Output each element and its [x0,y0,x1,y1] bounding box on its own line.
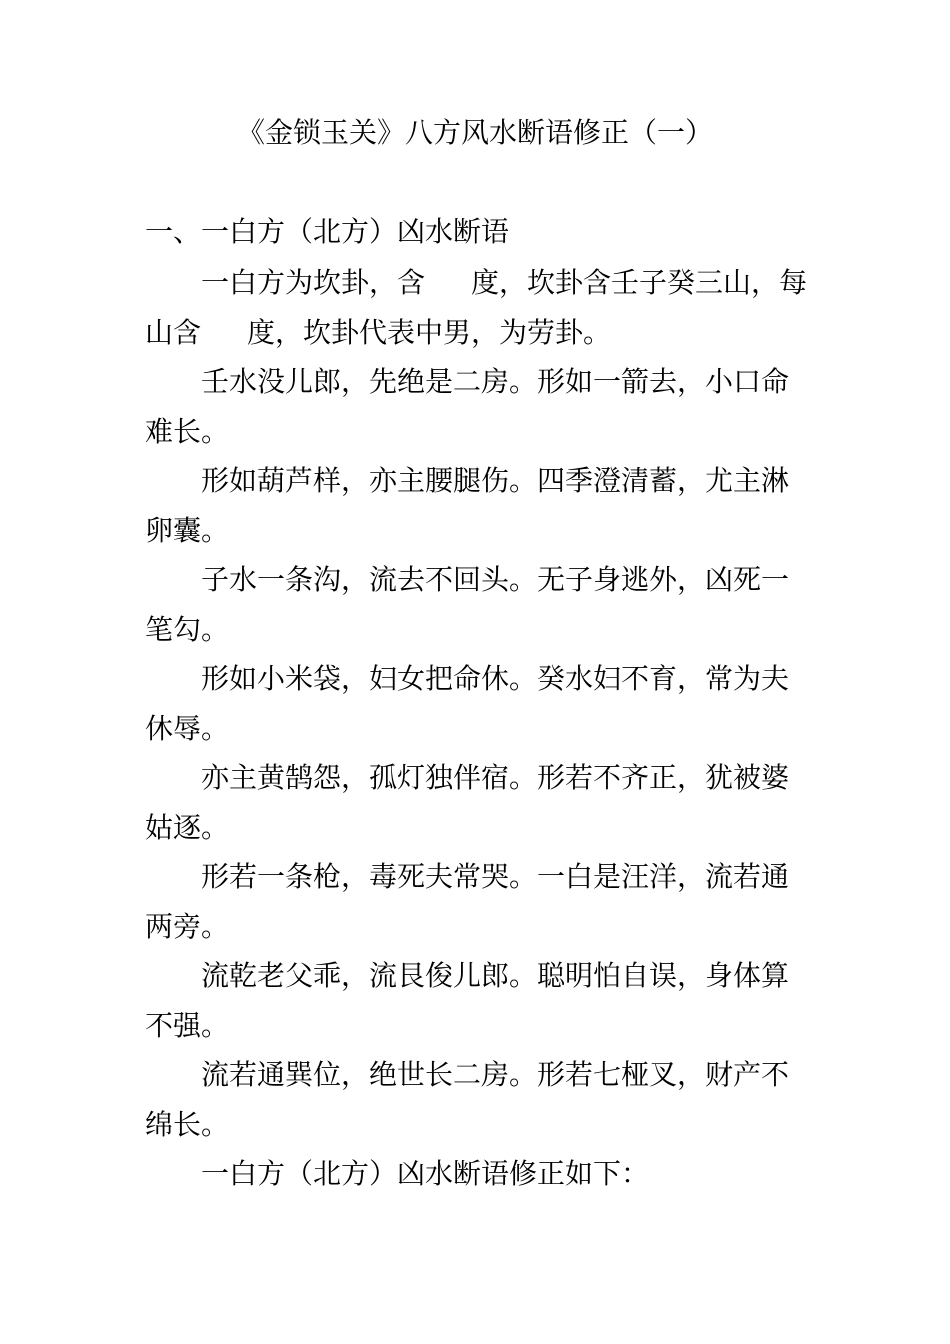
intro-text-2b: 度，坎卦代表中男，为劳卦。 [247,315,612,349]
verse-paragraph [145,1050,809,1149]
verse-paragraph [145,753,809,852]
intro-line-1 [145,258,809,308]
verse-line: 绵长。 [145,1107,230,1141]
intro-text-2a: 山含 [145,315,202,349]
intro-line-2 [145,308,809,358]
section-heading: 一、一白方（北方）凶水断语 [145,215,510,248]
verse-line: 不强。 [145,1008,230,1042]
intro-paragraph [145,258,809,357]
verse-line: 壬水没儿郎，先绝是二房。形如一箭去，小口命 [201,365,790,398]
verse-paragraph [145,852,809,951]
verse-line: 形若一条枪，毒死夫常哭。一白是汪洋，流若通 [201,860,790,893]
verse-paragraph [145,357,809,456]
verse-line: 笔勾。 [145,612,230,646]
verse-paragraph [145,654,809,753]
verse-line: 亦主黄鹄怨，孤灯独伴宿。形若不齐正，犹被婆 [201,761,790,794]
intro-text-1a: 一白方为坎卦，含 [201,266,426,299]
verse-line: 流若通巽位，绝世长二房。形若七桠叉，财产不 [201,1058,790,1091]
verse-paragraph [145,555,809,654]
document-title: 《金锁玉关》八方风水断语修正（一） [236,116,713,149]
verse-line: 姑逐。 [145,810,230,844]
verse-line: 休辱。 [145,711,230,745]
verse-line: 卵囊。 [145,513,230,547]
intro-text-1b: 度，坎卦含壬子癸三山，每 [471,266,808,299]
closing-line: 一白方（北方）凶水断语修正如下： [201,1157,650,1190]
verse-line: 形如小米袋，妇女把命休。癸水妇不育，常为夫 [201,662,790,695]
verse-line: 形如葫芦样，亦主腰腿伤。四季澄清蓄，尤主淋 [201,464,790,497]
verse-line: 难长。 [145,414,230,448]
verse-line: 流乾老父乖，流艮俊儿郎。聪明怕自误，身体算 [201,959,790,992]
verse-paragraph [145,951,809,1050]
document-body [145,258,809,1199]
closing-paragraph [145,1149,809,1199]
verse-line: 子水一条沟，流去不回头。无子身逃外，凶死一 [201,563,790,596]
verse-line: 两旁。 [145,909,230,943]
verse-paragraph [145,456,809,555]
